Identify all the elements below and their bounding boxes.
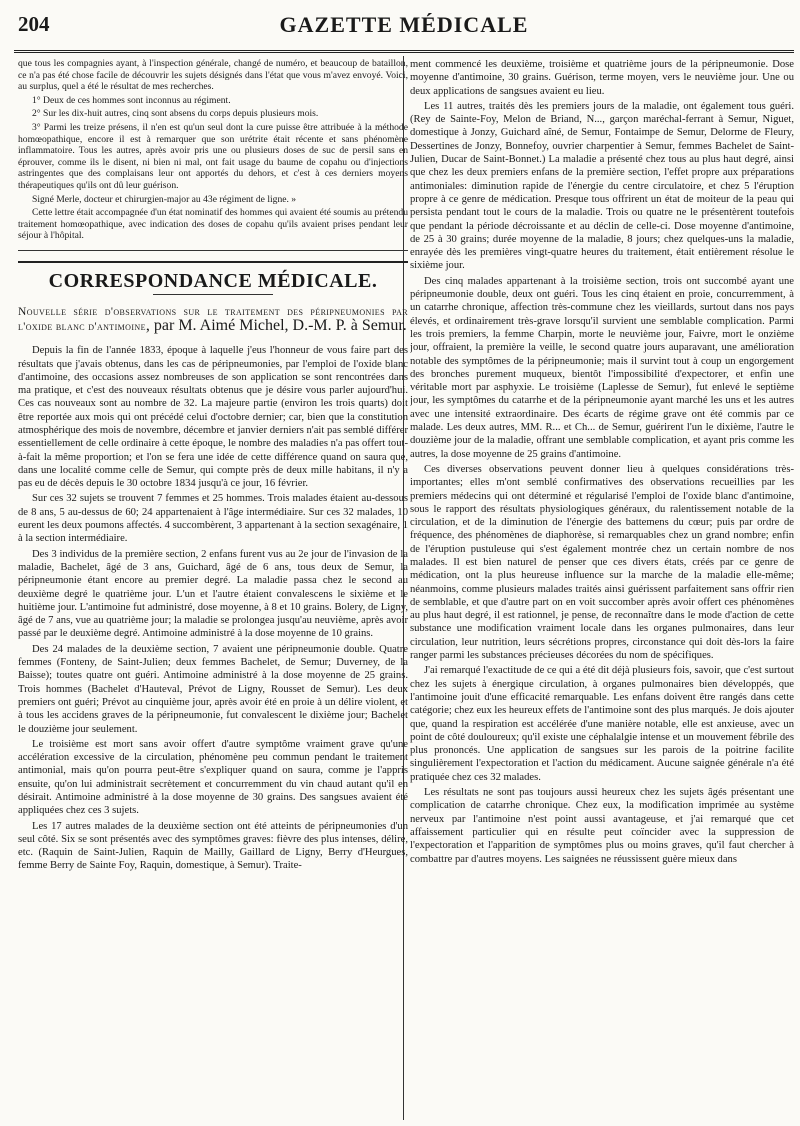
page-number: 204 (18, 12, 50, 36)
letter-paragraph: que tous les compagnies ayant, à l'inspection générale, changé de numéro, et beaucoup de bataillon, ce n'a pas été chose facile de découvrir les sujets désignés dans l'état que vous m'avez envoyé. Voici, au surplus, quel a été le résultat de mes recherches. (18, 58, 408, 93)
left-column (18, 58, 408, 1122)
letter-paragraph: 2° Sur les dix-huit autres, cinq sont absens du corps depuis plusieurs mois. (32, 108, 319, 120)
letter-note: Cette lettre était accompagnée d'un état nominatif des hommes qui avaient été soumis au prétendu traitement homœopathique, avec indication des doses de copahu qu'ils avaient prises pendant leur séjour à l'hôpital. (18, 207, 408, 242)
article-paragraph: Les résultats ne sont pas toujours aussi heureux chez les sujets âgés présentant une complication de catarrhe chronique. Chez eux, la modification imprimée au système nerveux par l'antimoine n'est point aussi avantageuse, et j'ai remarqué que cet affaissement particulier qui en résulte peut coïncider avec la suppression de l'expectoration et l'apparition de symptômes plus ou moins graves, qu'il faut chercher à combattre par d'autres moyens. Les saignées ne réussissent guère mieux dans (410, 787, 794, 865)
article-paragraph: Ces diverses observations peuvent donner lieu à quelques considérations très-importantes; elles m'ont semblé confirmatives des observations recueillies par les premiers médecins qui ont déterminé et régularisé l'emploi de l'oxide blanc d'antimoine, sous le rapport des résultats physiologiques généraux, du ralentissement notable de la circulation, et de la diminution de l'énergie des battemens du cœur; puis par ordre de fréquence, des phénomènes de diaphorèse, si remarquables chez un grand nombre; enfin de l'éruption pustuleuse qui s'est également montrée chez un certain nombre de nos malades. Il est bien naturel de penser que ces divers états, créés par ce genre de médication, ont la plus heureuse influence sur la marche de la maladie elle-même; néanmoins, comme plusieurs malades traités ainsi guérissent parfaitement sans offrir rien de semblable, et que d'autre part on en voit succomber après avoir offert ces phénomènes au plus haut degré, il est rationnel, je pense, de reconnaître dans le mode d'action de cette substance une modification vraiment locale dans les organes pulmonaires, dans leur circulation, leur nutrition, leurs sécrétions propres, circonstance qui doit dès-lors la faire ranger parmi les substances précieuses décorées du nom de spécifiques. (410, 463, 794, 662)
article-title (18, 305, 408, 334)
article-paragraph: Des 3 individus de la première section, 2 enfans furent vus au 2e jour de l'invasion de la maladie, Bachelet, âgé de 3 ans, Guichard, âgé de 6 ans, tous deux de Semur, la péripneumonie étant encore au premier degré. La maladie passa chez le second au deuxième degré le quatrième jour. L'un et l'autre étaient convalescens le sixième et le huitième jour. L'antimoine fut administré, dose moyenne, à 8 et 10 grains. Bolery, de Ligny, âgé de 7 ans, vue au quatrième jour; la maladie se prolongea jusqu'au neuvième, après avoir passé par le deuxième degré. Antimoine administré à la dose moyenne de 10 grains. (18, 548, 408, 640)
article-author: , par M. Aimé Michel, D.-M. P. à Semur. (145, 317, 407, 335)
letter-paragraph: 1° Deux de ces hommes sont inconnus au régiment. (32, 94, 231, 106)
letter-signature: Signé Merle, docteur et chirurgien-major au 43e régiment de ligne. » (32, 193, 297, 205)
journal-title: GAZETTE MÉDICALE (279, 12, 529, 37)
letter-paragraph: 3° Parmi les treize présens, il n'en est qu'un seul dont la cure puisse être attribuée à la méthode homœopathique, encore il est à remarquer que son urétrite était récente et sans phénomène inflammatoire. Tous les autres, après avoir pris une ou plusieurs doses de suc de persil sans en éprouver, comme ils le disent, ni bien ni mal, ont fait usage du baume de copahu ou d'injections astringentes que des complaisans leur ont apportés du dehors, et c'est à ces derniers moyens thérapeutiques qu'ils ont dû leur guérison. (18, 121, 408, 191)
page-header (18, 12, 790, 50)
article-title-text: Nouvelle série d'observations sur le traitement des péripneumonies par l'oxide blanc d'antimoine (18, 306, 408, 334)
section-separator (18, 250, 408, 251)
article-paragraph: Des cinq malades appartenant à la troisième section, trois ont succombé ayant une péripneumonie double, deux ont guéri. Tous les cinq étaient en proie, concurremment, à un catarrhe chronique, affection très-commune chez les vieillards, surtout dans nos pays élevés, et ordinairement très-grave lorsqu'il survient une semblable complication. Parmi les trois premiers, la femme Charpin, morte le neuvième jour, Faivre, mort le onzième jour, offraient, la première la veille, le second quatre jours auparavant, une amélioration notable des symptômes de la péripneumonie; mais il survint tout à coup un engorgement des bronches purement muqueux, bientôt l'impossibilité d'expectorer, et enfin une véritable mort par asphyxie. Le troisième (Laplesse de Semur), fut enlevé le septième jour, les symptômes du catarrhe et de la péripneumonie ayant marché les uns et les autres avec une intensité extraordinaire. Des écarts de régime grave ont été commis par ce malade. Les deux autres, MM. R... et Ch... de Semur, guérirent l'un le dixième, l'autre le douzième jour de la maladie, offrant une semblable complication, et ayant pris comme les autres, la dose moyenne de 25 grains d'antimoine. (410, 275, 794, 460)
letter-excerpt (18, 58, 408, 242)
article-paragraph: Les 11 autres, traités dès les premiers jours de la maladie, ont également tous guéri. (Rey de Sainte-Foy, Melon de Briand, N..., garçon maréchal-ferrant à Semur, Niguet, domestique à Jonzy, Guichard aîné, de Semur, Fontaimpe de Semur, Delorme de Fleury, Dessertines de Jonzy, Bonnefoy, ouvrier charpentier à Semur, femmes Bachelet de Saint-Julien, Ducar de Saint-Bonnet.) La maladie a présenté chez tous au plus haut degré, ainsi que chez les deux premiers enfans de la première section, l'effet propre aux préparations antimoniales: diminution rapide de l'énergie du centre circulatoire, et chez 5 l'éruption propre à ce genre de médication. Presque tous offrirent un état de moiteur de la peau qui persista pendant tout le cours de la maladie. Trois ou quatre ne le présentèrent toutefois que pendant la période décroissante et au déclin de celle-ci. Dose moyenne d'antimoine, de 25 à 30 grains; durée moyenne de la maladie, 8 jours; chez quelques-uns la maladie, enrayée dès les premières vingt-quatre heures du traitement, était entièrement résolue le sixième jour. (410, 100, 794, 272)
article-paragraph: Sur ces 32 sujets se trouvent 7 femmes et 25 hommes. Trois malades étaient au-dessous de 8 ans, 5 au-dessus de 60; 24 appartenaient à l'âge intermédiaire. Sur ces 32 malades, 10 eurent les deux poumons affectés. 4 succombèrent, 3 appartenant à la section sexagénaire, 1 à la section intermédiaire. (18, 493, 408, 545)
article-paragraph: Le troisième est mort sans avoir offert d'autre symptôme vraiment grave qu'une accélération excessive de la circulation, phénomène peu commun pendant le traitement antimonial, mais qu'on pourra peut-être s'expliquer quand on saura, comme je l'appris ensuite, qu'on lui administrait secrètement et concurremment du vin chaud autant qu'il en désirait. Antimoine administré à la dose moyenne de 30 grains. Des sangsues avaient été appliquées chez ces 3 sujets. (18, 738, 408, 817)
right-column (410, 58, 794, 1122)
section-title: CORRESPONDANCE MÉDICALE. (48, 269, 378, 292)
article-paragraph: Des 24 malades de la deuxième section, 7 avaient une péripneumonie double. Quatre femmes (Fonteny, de Saint-Julien; deux femmes Bachelet, de Semur; Duverney, de la Baisse); toutes quatre ont guéri. Antimoine administré à la dose moyenne de 25 grains. Trois hommes (Bachelet d'Hauteval, Prévot de Ligny, Rousset de Semur). Les deux premiers ont guéri; Prévot au cinquième jour, après avoir été en proie à un délire violent, et à tous les accidens graves de la péripneumonie, fut convalescent le dixième jour; Bachelet le douzième jour seulement. (18, 643, 408, 735)
article-paragraph: Depuis la fin de l'année 1833, époque à laquelle j'eus l'honneur de vous faire part des résultats que j'avais obtenus, dans les cas de péripneumonies, par l'emploi de l'oxide blanc d'antimoine, des occasions assez nombreuses de son application se sont rencontrées dans ma pratique, et c'est des nouveaux résultats obtenus que je désire vous parler aujourd'hui. Ces cas nouveaux sont au nombre de 32. La majeure partie (environ les trois quarts) doit être reportée aux mois qui ont précédé celui d'octobre dernier; car, bien que la constitution atmosphérique des mois de novembre, décembre et janvier derniers n'ait pas semblé différer essentiellement de celle ordinaire à cette époque, le nombre des maladies n'a pas offert tout-à-fait la même proportion; et l'on se fera une idée de cette différence quand on saura que, dans une localité comme celle de Semur, qui compte près de deux mille habitans, il n'y a pas eu de décès depuis le 30 octobre 1834 jusqu'à ce jour, 16 février. (18, 345, 408, 490)
article-paragraph: ment commencé les deuxième, troisième et quatrième jours de la péripneumonie. Dose moyenne d'antimoine, 30 grains. Guérison, terme moyen, vers le neuvième jour. Une ou deux applications de sangsues avaient eu lieu. (410, 59, 794, 97)
header-rule (14, 50, 794, 57)
article-paragraph: J'ai remarqué l'exactitude de ce qui a été dit déjà plusieurs fois, savoir, que c'est surtout chez les sujets à énergique circulation, à organes pulmonaires bien développés, que l'antimoine jouit d'une efficacité remarquable. Les enfans doivent être rangés dans cette catégorie; chez eux les heureux effets de l'antimoine sont des plus marqués. Je dois ajouter que, quand la respiration est accélérée d'une manière notable, elle est anxieuse, avec un point de côté douloureux; qu'il existe une céphalalgie intense et un mouvement fébrile des plus prononcés. Une application de sangsues sur les parois de la poitrine facilite singulièrement l'expectoration et l'action du médicament. Aucune saignée générale n'a été pratiquée chez ces 32 malades. (410, 665, 794, 783)
section-separator-thick (18, 261, 408, 263)
article-paragraph: Les 17 autres malades de la deuxième section ont été atteints de péripneumonies d'un seul côté. Six se sont présentés avec des symptômes graves: fièvre des plus intenses, délire, etc. (Raquin de Saint-Julien, Raquin de Mailly, Gaillard de Ligny, Berry d'Heurgues, femme Berry de Sainte Foy, Raquin, domestique, à Semur). Traite- (18, 820, 408, 872)
title-rule (153, 294, 273, 295)
